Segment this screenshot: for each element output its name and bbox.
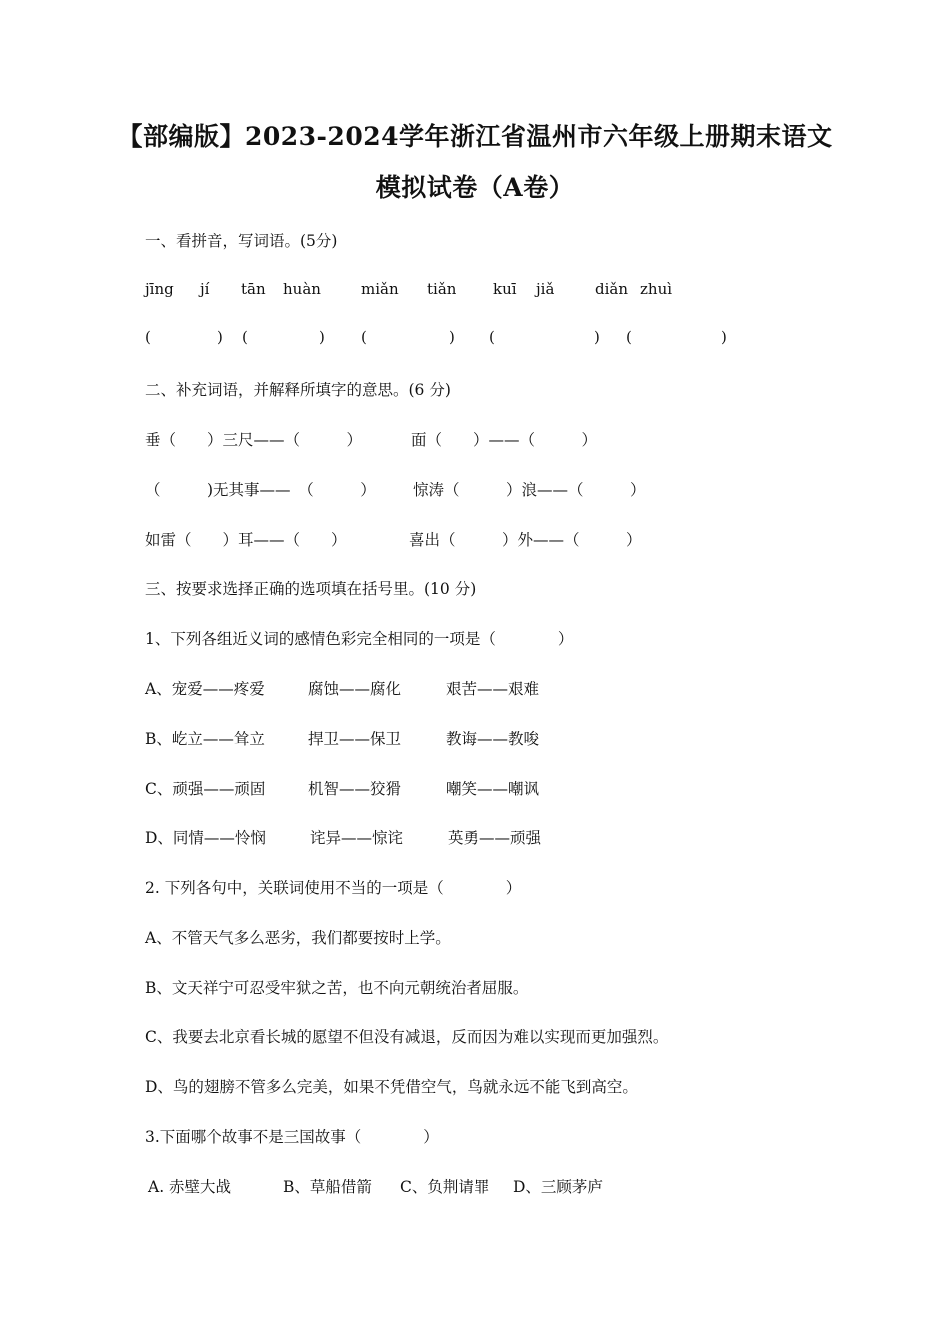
question-3-option: C、负荆请罪 <box>400 1178 490 1196</box>
idiom-item: 如雷（ ）耳——（ ） <box>145 531 347 549</box>
blank-paren-open: ( <box>489 328 495 346</box>
option-word-pair: 教诲——教唆 <box>446 730 540 748</box>
option-word-pair: C、顽强——顽固 <box>145 780 266 798</box>
document-title-line-1: 【部编版】2023-2024学年浙江省温州市六年级上册期末语文 <box>117 122 833 151</box>
blank-paren-close: ) <box>217 328 223 346</box>
pinyin-syllable: zhuì <box>640 280 673 298</box>
question-2-option: B、文天祥宁可忍受牢狱之苦，也不向元朝统治者屈服。 <box>145 979 529 997</box>
idiom-item: （ )无其事—— （ ） <box>145 481 376 499</box>
pinyin-syllable: jiǎ <box>536 280 555 298</box>
option-word-pair: 捍卫——保卫 <box>308 730 402 748</box>
pinyin-syllable: miǎn <box>361 280 399 298</box>
idiom-item: 垂（ ）三尺——（ ） <box>145 431 363 449</box>
pinyin-syllable: tān <box>241 280 266 298</box>
blank-paren-open: ( <box>145 328 151 346</box>
question-2-option: C、我要去北京看长城的愿望不但没有减退，反而因为难以实现而更加强烈。 <box>145 1028 669 1046</box>
question-2-stem: 2. 下列各句中，关联词使用不当的一项是（ ） <box>145 879 522 897</box>
option-word-pair: A、宠爱——疼爱 <box>145 680 265 698</box>
pinyin-syllable: kuī <box>493 280 517 298</box>
question-3-option: B、草船借箭 <box>283 1178 372 1196</box>
option-word-pair: B、屹立——耸立 <box>145 730 265 748</box>
pinyin-syllable: diǎn <box>595 280 629 298</box>
pinyin-syllable: jīng <box>145 280 174 298</box>
blank-paren-close: ) <box>594 328 600 346</box>
blank-paren-open: ( <box>242 328 248 346</box>
section-1-heading: 一、看拼音，写词语。(5分) <box>145 232 338 250</box>
blank-paren-open: ( <box>626 328 632 346</box>
option-word-pair: 诧异——惊诧 <box>310 829 404 847</box>
blank-paren-open: ( <box>361 328 367 346</box>
pinyin-syllable: jí <box>200 280 210 298</box>
pinyin-syllable: tiǎn <box>427 280 457 298</box>
question-2-option: D、鸟的翅膀不管多么完美，如果不凭借空气，鸟就永远不能飞到高空。 <box>145 1078 638 1096</box>
section-2-heading: 二、补充词语，并解释所填字的意思。(6 分) <box>145 381 451 399</box>
question-3-option: D、三顾茅庐 <box>513 1178 603 1196</box>
blank-paren-close: ) <box>449 328 455 346</box>
question-3-option: A. 赤壁大战 <box>148 1178 232 1196</box>
option-word-pair: 艰苦——艰难 <box>446 680 540 698</box>
question-3-stem: 3.下面哪个故事不是三国故事（ ） <box>145 1128 439 1146</box>
option-word-pair: 机智——狡猾 <box>308 780 402 798</box>
option-word-pair: 英勇——顽强 <box>448 829 542 847</box>
idiom-item: 喜出（ ）外——（ ） <box>409 531 642 549</box>
question-1-stem: 1、下列各组近义词的感情色彩完全相同的一项是（ ） <box>145 630 574 648</box>
option-word-pair: 腐蚀——腐化 <box>308 680 402 698</box>
blank-paren-close: ) <box>721 328 727 346</box>
question-2-option: A、不管天气多么恶劣，我们都要按时上学。 <box>145 929 451 947</box>
idiom-item: 惊涛（ ）浪——（ ） <box>413 481 646 499</box>
pinyin-syllable: huàn <box>283 280 321 298</box>
section-3-heading: 三、按要求选择正确的选项填在括号里。(10 分) <box>145 580 477 598</box>
document-title-line-2: 模拟试卷（A卷） <box>375 173 575 202</box>
option-word-pair: D、同情——怜悯 <box>145 829 266 847</box>
blank-paren-close: ) <box>319 328 325 346</box>
idiom-item: 面（ ）——（ ） <box>411 431 598 449</box>
option-word-pair: 嘲笑——嘲讽 <box>446 780 540 798</box>
